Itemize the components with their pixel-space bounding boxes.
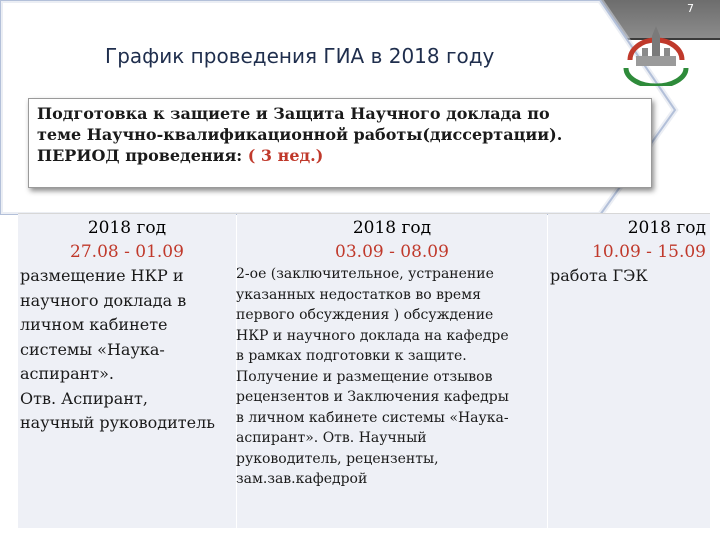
column-2-line: рецензентов и Заключения кафедры — [236, 389, 509, 405]
column-2-line: Получение и размещение отзывов — [236, 368, 493, 385]
column-1-line: научного доклада в — [20, 290, 187, 310]
column-1-dates: 27.08 - 01.09 — [70, 242, 184, 262]
column-1-header — [18, 216, 236, 264]
column-2-line: аспирант». Отв. Научный — [236, 430, 427, 446]
period-duration: ( 3 нед.) — [247, 146, 324, 165]
info-line-1: Подготовка к защиете и Защита Научного доклада по — [37, 104, 550, 123]
column-3-body — [550, 266, 706, 285]
column-1-line: Отв. Аспирант, — [20, 388, 148, 408]
column-1-body — [20, 264, 250, 436]
period-label: ПЕРИОД проведения: — [37, 146, 248, 165]
column-1-line: аспирант». — [20, 364, 114, 383]
column-2-line: в личном кабинете системы «Наука- — [236, 409, 509, 426]
slide-title: График проведения ГИА в 2018 году — [105, 44, 495, 68]
column-1-line: научный руководитель — [20, 413, 215, 432]
column-2-body — [236, 264, 548, 490]
university-logo-icon — [616, 24, 696, 86]
column-2-line: руководитель, рецензенты, — [236, 450, 439, 467]
column-1-year: 2018 год — [87, 218, 167, 238]
column-3-dates: 10.09 - 15.09 — [592, 242, 706, 262]
column-3-year: 2018 год — [627, 218, 706, 238]
column-3-line: работа ГЭК — [550, 266, 648, 285]
column-2-line: указанных недостатков во время — [236, 286, 481, 303]
column-2-line: 2-ое (заключительное, устранение — [236, 266, 494, 282]
column-3-header — [548, 216, 710, 264]
column-1-line: личном кабинете — [20, 315, 168, 334]
slide-number: 7 — [687, 2, 694, 15]
info-line-3 — [37, 145, 643, 166]
schedule-table — [18, 213, 710, 528]
column-2-line: первого обсуждения ) обсуждение — [236, 307, 494, 323]
column-2-line: в рамках подготовки к защите. — [236, 348, 467, 364]
column-2-header — [237, 216, 547, 264]
column-2-line: зам.зав.кафедрой — [236, 471, 368, 487]
info-line-2: теме Научно-квалификационной работы(диссертации). — [37, 125, 563, 144]
column-2-line: НКР и научного доклада на кафедре — [236, 327, 509, 344]
column-2-year: 2018 год — [352, 218, 432, 238]
column-1-line: системы «Наука- — [20, 339, 165, 359]
period-info-box — [28, 98, 652, 188]
column-2-dates: 03.09 - 08.09 — [335, 242, 449, 262]
column-1-line: размещение НКР и — [20, 266, 184, 285]
